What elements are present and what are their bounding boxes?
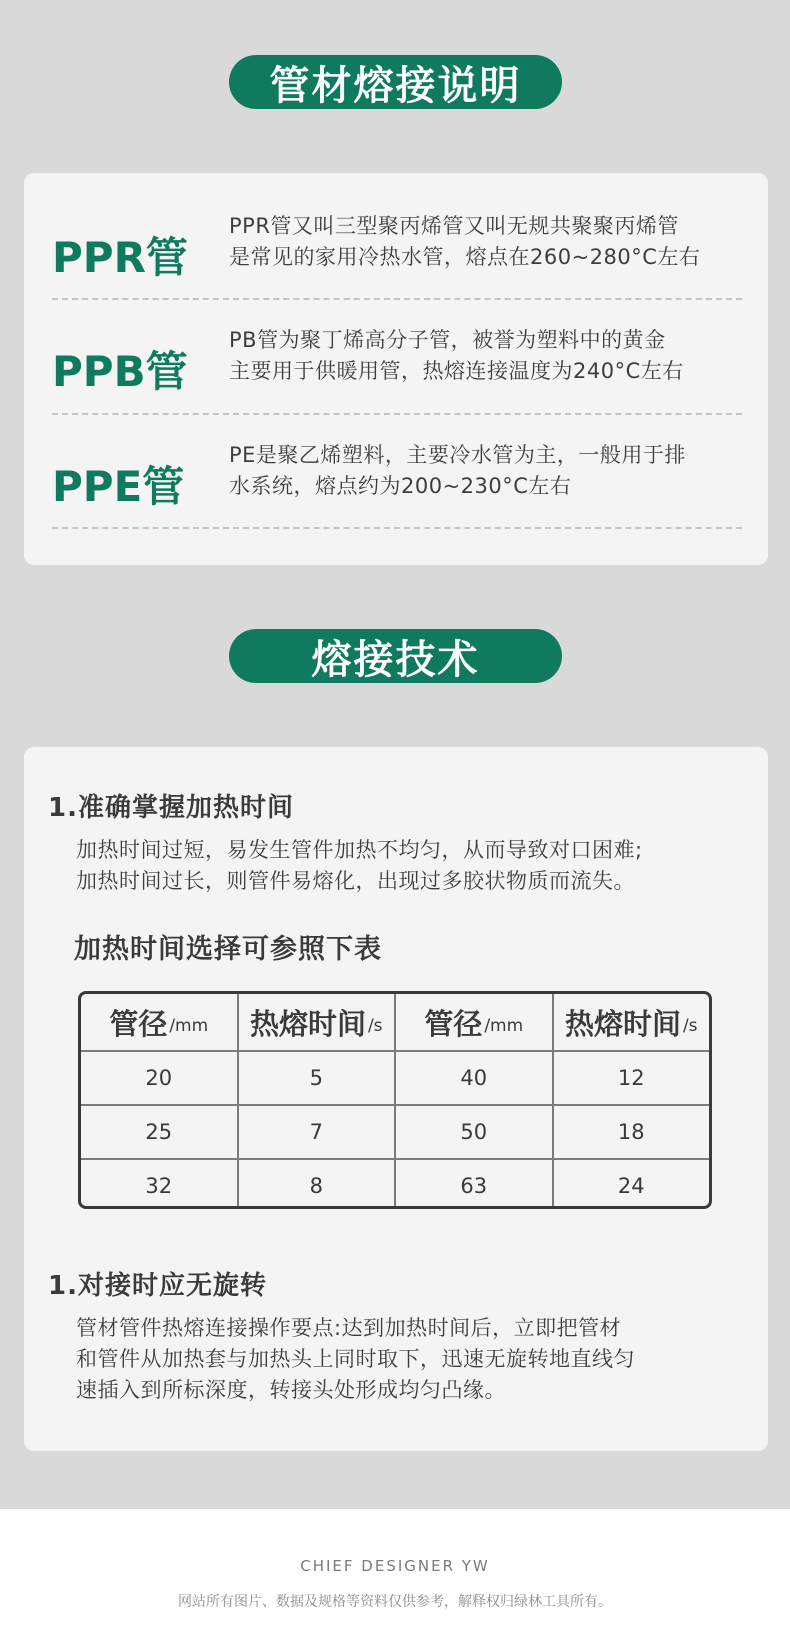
header-unit: /mm [169,1016,209,1036]
pipe-types-card [24,173,768,565]
section-title: 管材熔接说明 [269,62,522,109]
table-title: 加热时间选择可参照下表 [74,934,382,965]
footer [0,1509,790,1635]
table-cell: 5 [239,1052,397,1104]
table-cell: 63 [396,1160,554,1209]
paragraph-line: 加热时间过长，则管件易熔化，出现过多胶状物质而流失。 [76,869,635,893]
section-title-pill [229,629,562,683]
table-row [81,1160,709,1209]
pipe-type-description [229,211,759,273]
section-title-pill [229,55,562,109]
table-cell: 24 [617,1174,645,1198]
table-header-cell [81,994,239,1050]
pipe-type-ppr [52,211,701,325]
paragraph-line: 速插入到所标深度，转接头处形成均匀凸缘。 [76,1378,506,1402]
header-label: 管径 [109,1006,168,1041]
header-label: 管径 [424,1006,483,1041]
description-line: 主要用于供暖用管，热熔连接温度为240°C左右 [229,359,684,383]
designer-credit: CHIEF DESIGNER YW [300,1557,490,1575]
table-row [81,1106,709,1160]
copyright-notice: 网站所有图片、数据及规格等资料仅供参考，解释权归绿林工具所有。 [178,1594,612,1610]
table-cell: 12 [617,1066,645,1090]
description-line: PPR管又叫三型聚丙烯管又叫无规共聚聚丙烯管 [229,214,679,238]
dashed-divider [52,298,742,300]
point-title: 1.准确掌握加热时间 [48,793,294,823]
table-cell: 50 [396,1106,554,1158]
table-header-row [81,994,709,1052]
table-cell: 25 [81,1106,239,1158]
description-line: PE是聚乙烯塑料，主要冷水管为主，一般用于排 [229,443,686,467]
description-line: PB管为聚丁烯高分子管，被誉为塑料中的黄金 [229,328,666,352]
heating-time-table [78,991,712,1209]
description-line: 是常见的家用冷热水管，熔点在260~280°C左右 [229,245,701,269]
pipe-type-name: PPE管 [52,462,185,511]
pipe-type-name: PPR管 [52,233,188,282]
table-header-cell [396,994,554,1050]
pipe-type-description [229,325,759,387]
dashed-divider [52,413,742,415]
point-title: 1.对接时应无旋转 [48,1271,267,1301]
table-row [81,1052,709,1106]
header-unit: /s [367,1016,383,1036]
table-cell: 7 [239,1106,397,1158]
dashed-divider [52,527,742,529]
table-header-cell [554,994,710,1050]
header-label: 热熔时间 [249,1006,366,1041]
table-cell: 40 [396,1052,554,1104]
point-paragraph [76,835,736,897]
paragraph-line: 和管件从加热套与加热头上同时取下，迅速无旋转地直线匀 [76,1347,635,1371]
pipe-type-description [229,440,759,502]
table-cell: 32 [81,1160,239,1209]
header-unit: /mm [484,1016,524,1036]
pipe-type-name: PPB管 [52,347,188,396]
pipe-type-ppb [52,325,684,439]
paragraph-line: 管材管件热熔连接操作要点:达到加热时间后，立即把管材 [76,1316,622,1340]
header-unit: /s [682,1016,698,1036]
welding-technique-card [24,747,768,1451]
table-header-cell [239,994,397,1050]
table-cell: 8 [239,1160,397,1209]
point-paragraph [76,1313,736,1406]
table-cell: 18 [617,1120,645,1144]
table-cell: 20 [81,1052,239,1104]
pipe-type-ppe [52,440,686,554]
header-label: 热熔时间 [564,1006,681,1041]
description-line: 水系统，熔点约为200~230°C左右 [229,474,572,498]
paragraph-line: 加热时间过短，易发生管件加热不均匀，从而导致对口困难; [76,838,643,862]
section-title: 熔接技术 [311,636,480,683]
